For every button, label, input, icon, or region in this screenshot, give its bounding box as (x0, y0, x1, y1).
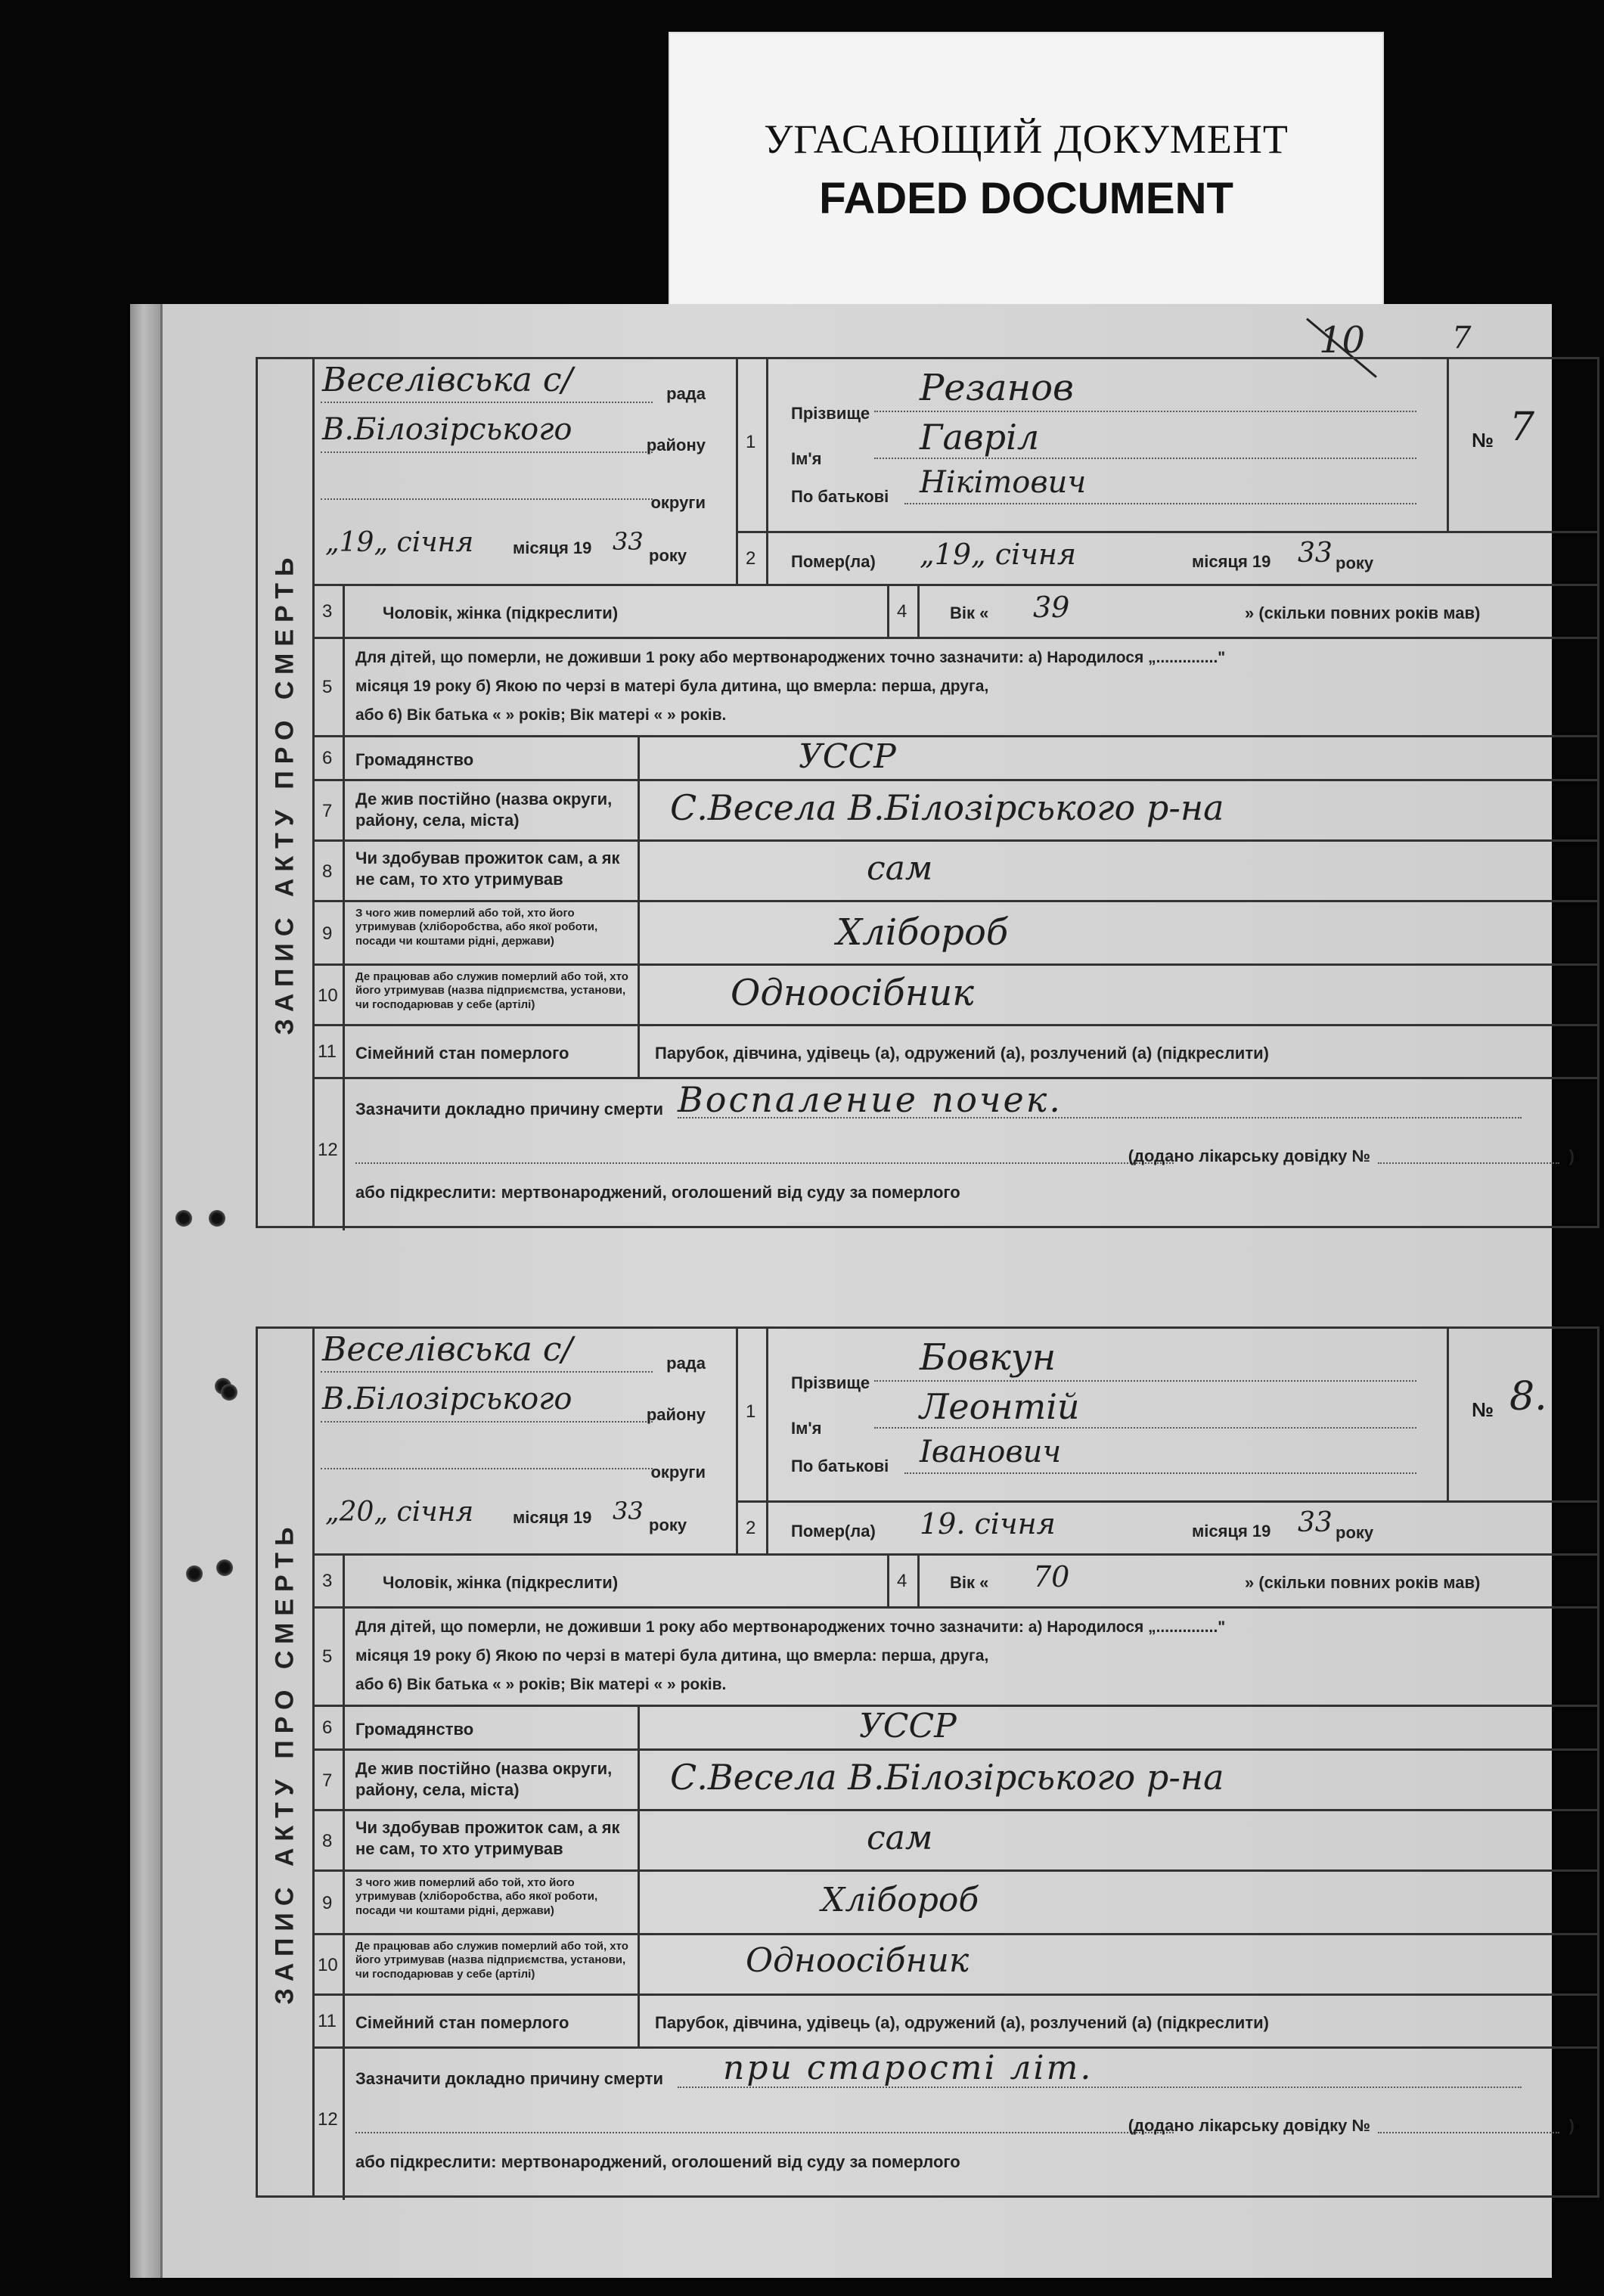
marital-label: Сімейний стан померлого (355, 2013, 569, 2032)
row-num: 7 (322, 801, 333, 821)
rayon-value: В.Білозірського (322, 412, 572, 447)
name-label: Ім'я (791, 1419, 822, 1438)
rada-label: рада (666, 1354, 706, 1373)
surname-label: Прізвище (791, 404, 870, 423)
row-num: 8 (322, 1831, 333, 1851)
row-num: 11 (318, 2011, 337, 2031)
year-label: року (1336, 1523, 1374, 1542)
marital-options: Парубок, дівчина, удівець (а), одружений (а), розлучений (а) (підкреслити) (655, 2013, 1269, 2032)
infant-line-2: місяця 19 року б) Якою по черзі в матері була дитина, що вмерла: перша, друга, (355, 1647, 989, 1665)
rada-value: Веселівська с/ (322, 1330, 573, 1369)
death-date: 19. січня (920, 1507, 1056, 1540)
death-year: 33 (1298, 538, 1333, 569)
name-label: Ім'я (791, 449, 822, 468)
row-num: 1 (746, 1401, 756, 1422)
row-num: 11 (318, 1041, 337, 1062)
surname-value: Бовкун (920, 1336, 1056, 1379)
row-num: 10 (318, 985, 338, 1006)
row-num: 5 (322, 1646, 333, 1667)
row-num: 8 (322, 861, 333, 882)
record-grid (315, 1326, 1599, 2198)
row-num: 5 (322, 677, 333, 697)
infant-cell (345, 639, 1597, 737)
register-page (130, 304, 1575, 2278)
death-date-cell (768, 533, 1597, 586)
rayon-value: В.Білозірського (322, 1382, 572, 1416)
month-label: місяця 19 (513, 1508, 592, 1527)
registration-year: 33 (613, 527, 644, 556)
livelihood-label: Чи здобував прожиток сам, а як не сам, то хто утримував (355, 849, 620, 889)
number-sign: № (1472, 429, 1494, 451)
registration-year: 33 (613, 1497, 644, 1525)
year-label: року (649, 546, 687, 565)
occupation-value: Хлібороб (836, 911, 1009, 954)
age-value: 39 (1033, 591, 1070, 624)
cause-cell (345, 1079, 1597, 1230)
livelihood-label: Чи здобував прожиток сам, а як не сам, то хто утримував (355, 1818, 620, 1858)
record-number: 7 (1509, 405, 1535, 450)
punch-hole (209, 1210, 225, 1227)
residence-value: С.Весела В.Білозірського р-на (670, 787, 1224, 828)
surname-label: Прізвище (791, 1373, 870, 1392)
row-num: 6 (322, 1717, 333, 1738)
row-num: 6 (322, 748, 333, 768)
occupation-label: З чого жив померлий або той, хто його утримував (хліборобства, або якої роботи, посади чи коштами рідні, держави) (355, 1876, 598, 1917)
registration-date: „19„ січня (325, 527, 474, 558)
row-num: 4 (897, 601, 907, 622)
name-value: Гаврiл (920, 417, 1040, 458)
age-suffix: » (скільки повних років мав) (1245, 603, 1481, 622)
citizenship-value: УССР (799, 737, 896, 776)
registry-office-cell (315, 1329, 738, 1556)
row-num: 7 (322, 1770, 333, 1791)
certificate-label: (додано лікарську довідку № (1128, 1146, 1370, 1165)
patronymic-value: Нікітович (920, 465, 1087, 500)
infant-line-3: або 6) Вік батька « » років; Вік матері « » років. (355, 1676, 727, 1693)
registry-office-cell (315, 359, 738, 586)
livelihood-value: сам (867, 1819, 933, 1857)
month-label: місяця 19 (513, 538, 592, 557)
death-label: Помер(ла) (791, 1522, 876, 1540)
cause-cell (345, 2049, 1597, 2200)
death-record-2 (256, 1326, 1599, 2198)
row-num: 10 (318, 1955, 338, 1975)
marital-label: Сімейний стан померлого (355, 1044, 569, 1063)
citizenship-label: Громадянство (355, 750, 474, 769)
dotted-line (321, 498, 653, 500)
notice-en: FADED DOCUMENT (819, 173, 1233, 223)
death-label: Помер(ла) (791, 552, 876, 571)
rada-value: Веселівська с/ (322, 361, 573, 399)
livelihood-value: сам (867, 849, 933, 888)
age-label: Вік « (950, 1573, 989, 1592)
row-num: 9 (322, 923, 333, 944)
patronymic-label: По батькові (791, 487, 889, 506)
cause-value: при старості літ. (723, 2049, 1094, 2087)
certificate-close: ) (1568, 1146, 1575, 1165)
citizenship-value: УССР (859, 1707, 957, 1745)
infant-line-1: Для дітей, що померли, не доживши 1 року або мертвонароджених точно зазначити: а) Народилося „.............." (355, 1618, 1226, 1636)
punch-hole (186, 1565, 203, 1582)
page-binding (130, 304, 163, 2278)
row-num: 3 (322, 1571, 333, 1591)
row-num: 12 (318, 2109, 338, 2130)
row-num: 12 (318, 1140, 338, 1160)
age-cell (920, 1556, 1597, 1609)
name-value: Леонтій (920, 1386, 1080, 1427)
stillborn-label: або підкреслити: мертвонароджений, оголошений від суду за померлого (355, 1183, 960, 1202)
side-title: ЗАПИС АКТУ ПРО СМЕРТЬ (256, 1326, 315, 2198)
rayon-label: району (646, 1405, 706, 1424)
residence-value: С.Весела В.Білозірського р-на (670, 1757, 1224, 1798)
death-date: „19„ січня (920, 538, 1077, 571)
workplace-value: Одноосібник (746, 1941, 970, 1980)
certificate-close: ) (1568, 2116, 1575, 2135)
row-num: 2 (746, 548, 756, 569)
workplace-label: Де працював або служив померлий або той, хто його утримував (назва підприємства, установи, чи господарював у себе (артілі) (355, 1940, 628, 1981)
record-number-cell (1449, 1329, 1597, 1503)
patronymic-value: Іванович (920, 1435, 1062, 1469)
dotted-line (321, 451, 653, 453)
row-num: 3 (322, 601, 333, 622)
workplace-value: Одноосібник (731, 972, 974, 1014)
age-value: 70 (1033, 1560, 1070, 1593)
okrug-label: округи (650, 493, 706, 512)
row-num: 9 (322, 1893, 333, 1913)
patronymic-label: По батькові (791, 1457, 889, 1475)
rada-label: рада (666, 384, 706, 403)
sheet-number-2: 7 (1452, 321, 1472, 355)
death-record-1 (256, 357, 1599, 1228)
infant-line-2: місяця 19 року б) Якою по черзі в матері була дитина, що вмерла: перша, друга, (355, 678, 989, 695)
record-number: 8. (1509, 1374, 1547, 1419)
row-num: 2 (746, 1518, 756, 1538)
year-label: року (1336, 554, 1374, 572)
notice-ru: УГАСАЮЩИЙ ДОКУМЕНТ (764, 116, 1289, 162)
residence-label: Де жив постійно (назва округи, району, села, міста) (355, 1759, 613, 1799)
sex-label: Чоловік, жінка (підкреслити) (383, 603, 619, 622)
month-label: місяця 19 (1192, 1522, 1271, 1540)
registration-date: „20„ січня (325, 1497, 474, 1528)
death-year: 33 (1298, 1507, 1333, 1538)
infant-line-1: Для дітей, що померли, не доживши 1 року або мертвонароджених точно зазначити: а) Народилося „.............." (355, 649, 1226, 666)
name-cell (768, 359, 1449, 533)
occupation-label: З чого жив померлий або той, хто його утримував (хліборобства, або якої роботи, посади чи коштами рідні, держави) (355, 907, 598, 948)
punch-hole (175, 1210, 192, 1227)
death-date-cell (768, 1503, 1597, 1556)
residence-label: Де жив постійно (назва округи, району, села, міста) (355, 790, 613, 830)
number-sign: № (1472, 1398, 1494, 1421)
row-num: 4 (897, 1571, 907, 1591)
record-number-cell (1449, 359, 1597, 533)
cause-label: Зазначити докладно причину смерти (355, 2069, 663, 2088)
infant-cell (345, 1609, 1597, 1707)
record-grid (315, 357, 1599, 1228)
cause-value: Воспаление почек. (678, 1079, 1063, 1120)
month-label: місяця 19 (1192, 552, 1271, 571)
punch-hole (221, 1384, 237, 1401)
rayon-label: району (646, 436, 706, 455)
punch-hole (216, 1559, 233, 1576)
row-num: 1 (746, 432, 756, 452)
name-cell (768, 1329, 1449, 1503)
age-cell (920, 586, 1597, 639)
workplace-label: Де працював або служив померлий або той, хто його утримував (назва підприємства, установи, чи господарював у себе (артілі) (355, 970, 628, 1011)
sex-label: Чоловік, жінка (підкреслити) (383, 1573, 619, 1592)
side-title: ЗАПИС АКТУ ПРО СМЕРТЬ (256, 357, 315, 1228)
age-label: Вік « (950, 603, 989, 622)
age-suffix: » (скільки повних років мав) (1245, 1573, 1481, 1592)
year-label: року (649, 1516, 687, 1534)
faded-document-notice (669, 32, 1384, 307)
occupation-value: Хлібороб (821, 1881, 979, 1919)
sheet-number: 10 (1319, 319, 1366, 361)
infant-line-3: або 6) Вік батька « » років; Вік матері « » років. (355, 706, 727, 724)
stillborn-label: або підкреслити: мертвонароджений, оголошений від суду за померлого (355, 2152, 960, 2171)
certificate-label: (додано лікарську довідку № (1128, 2116, 1370, 2135)
surname-value: Резанов (920, 367, 1074, 409)
dotted-line (321, 402, 653, 403)
okrug-label: округи (650, 1463, 706, 1482)
marital-options: Парубок, дівчина, удівець (а), одружений (а), розлучений (а) (підкреслити) (655, 1044, 1269, 1063)
cause-label: Зазначити докладно причину смерти (355, 1100, 663, 1119)
citizenship-label: Громадянство (355, 1720, 474, 1739)
